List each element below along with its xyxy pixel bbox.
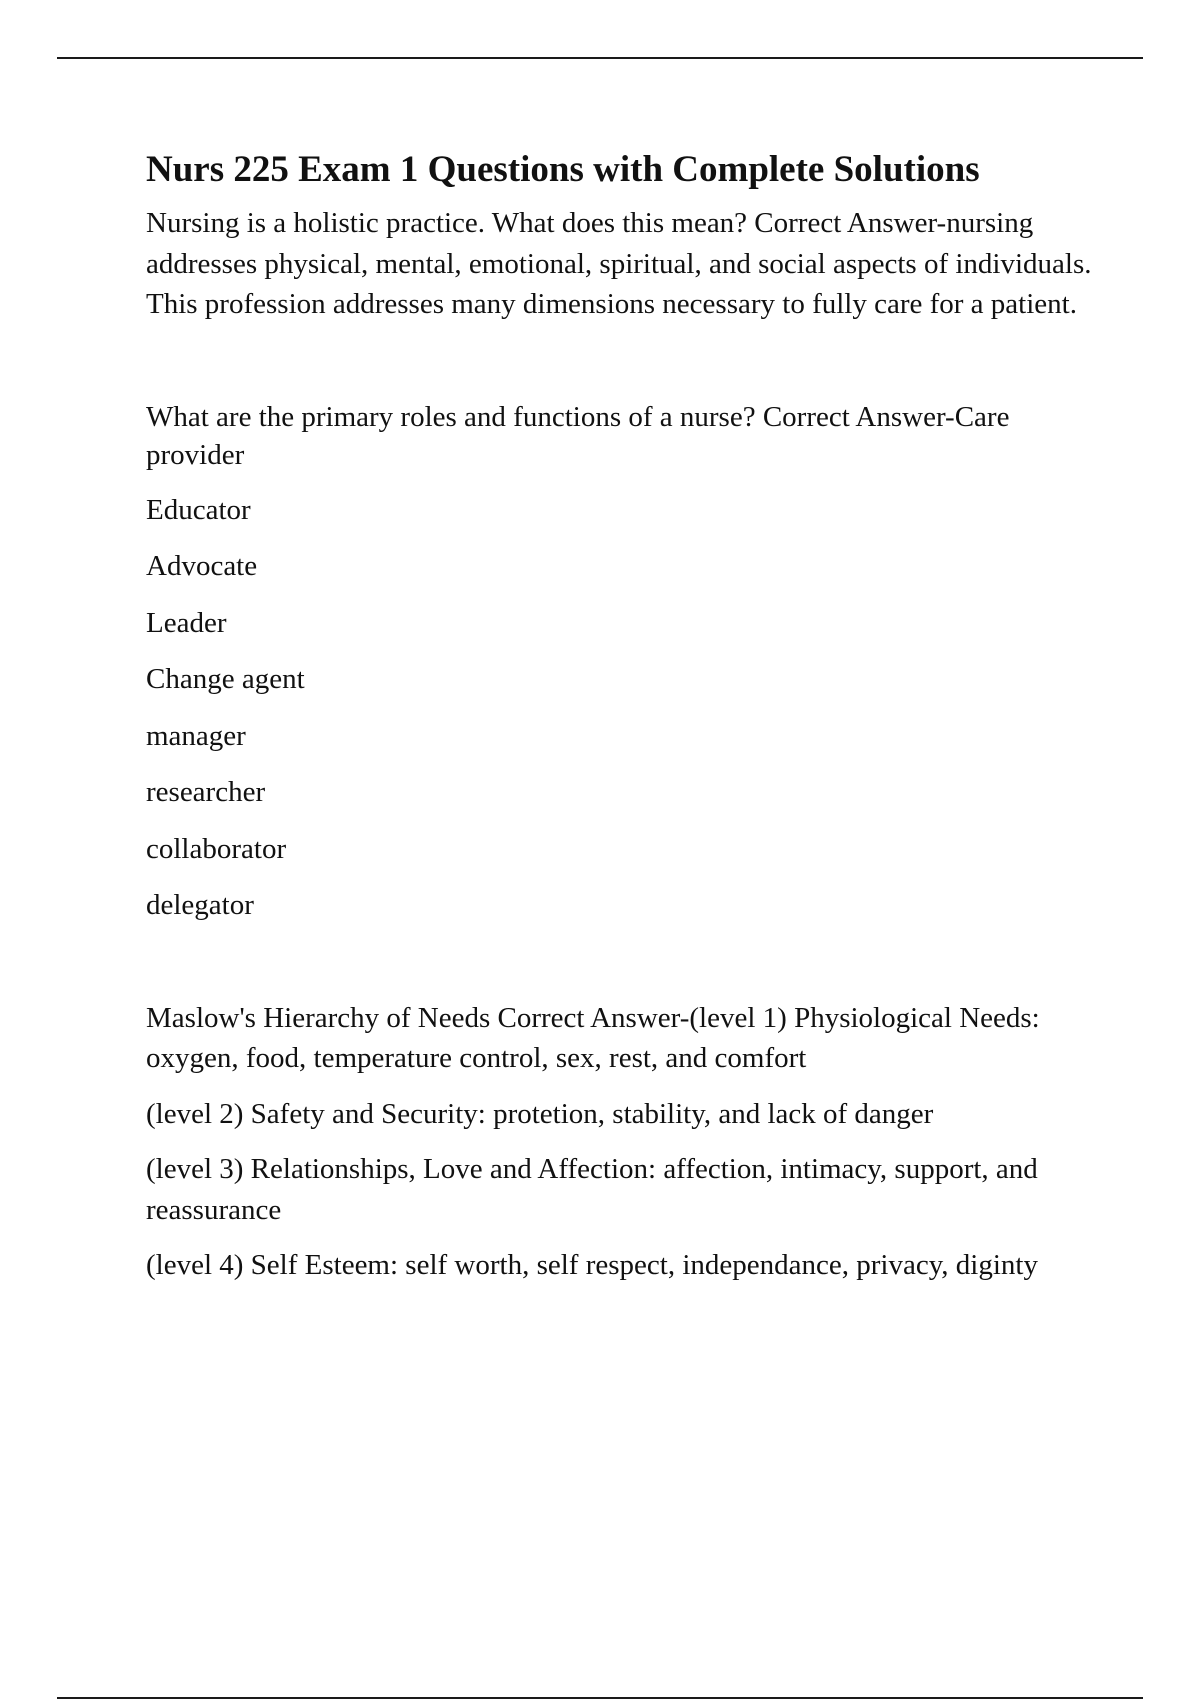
role-item: collaborator xyxy=(146,832,287,865)
footer-rule xyxy=(57,1697,1143,1699)
question-3-block xyxy=(146,998,1106,1286)
maslow-level-item: (level 4) Self Esteem: self worth, self respect, independance, privacy, diginty xyxy=(146,1249,1038,1281)
role-item: Leader xyxy=(146,606,227,639)
question-3-answer: Maslow's Hierarchy of Needs Correct Answer-(level 1) Physiological Needs: oxygen, food, temperature control, sex, rest, and comfort xyxy=(146,1001,1040,1074)
question-2-block xyxy=(146,398,1106,926)
document-body xyxy=(146,140,1106,1286)
document-title: Nurs 225 Exam 1 Questions with Complete Solutions xyxy=(146,149,980,190)
role-item: delegator xyxy=(146,889,254,921)
role-item: manager xyxy=(146,719,246,752)
question-1-answer: Nursing is a holistic practice. What does this mean? Correct Answer-nursing addresses physical, mental, emotional, spiritual, and social aspects of individuals. This profession addresses many dimensions necessary to fully care for a patient. xyxy=(146,207,1092,320)
question-2-answer: What are the primary roles and functions of a nurse? Correct Answer-Care provider xyxy=(146,400,1010,471)
role-item: Educator xyxy=(146,493,251,526)
maslow-level-item: (level 3) Relationships, Love and Affection: affection, intimacy, support, and reassurance xyxy=(146,1153,1038,1226)
role-item: researcher xyxy=(146,776,266,808)
header-rule xyxy=(57,57,1143,59)
role-item: Advocate xyxy=(146,550,258,582)
maslow-level-item: (level 2) Safety and Security: protetion, stability, and lack of danger xyxy=(146,1097,934,1130)
role-item: Change agent xyxy=(146,663,305,695)
